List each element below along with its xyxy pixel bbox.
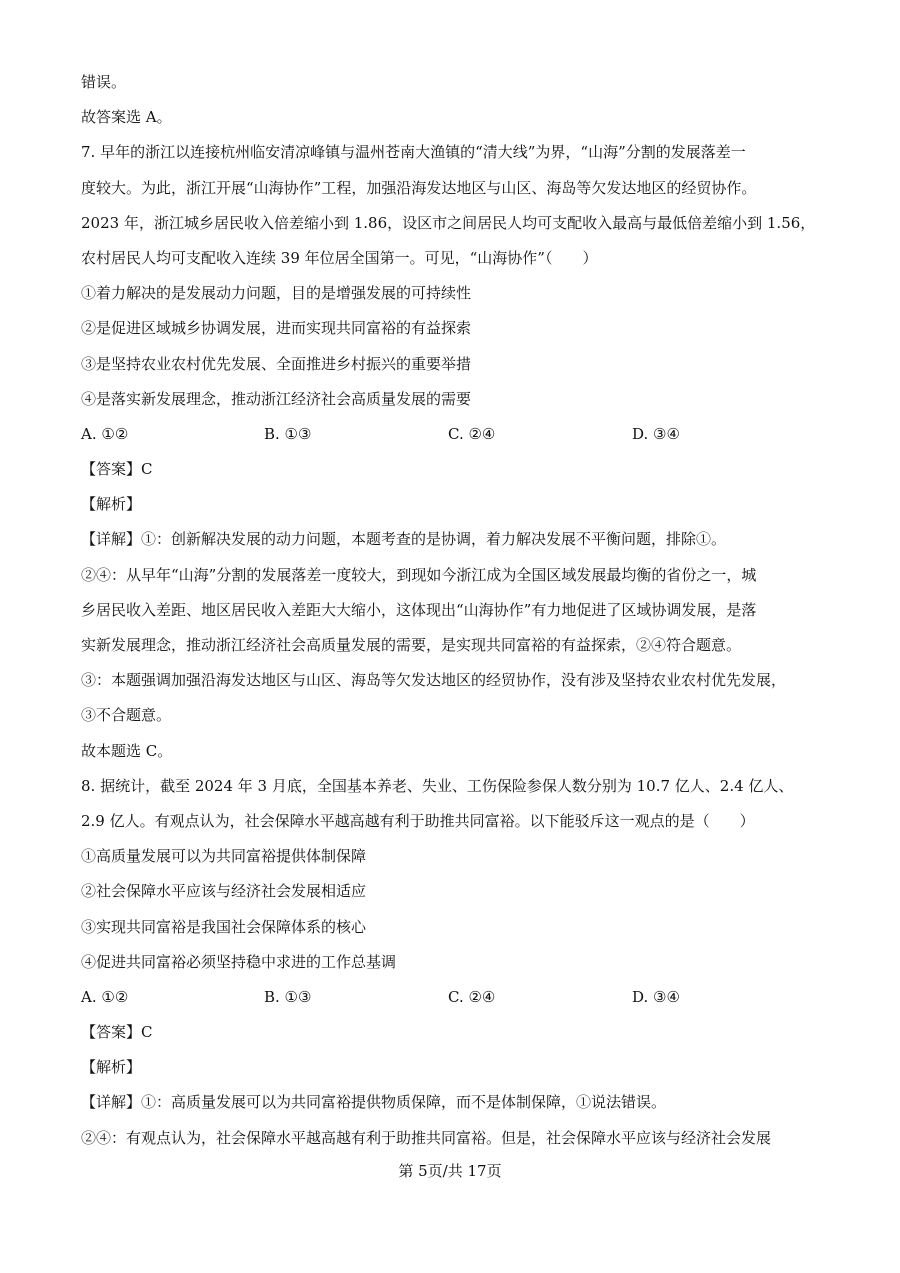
detail-text: ②④：从早年“山海”分割的发展落差一度较大，到现如今浙江成为全国区域发展最均衡的省份之一，城 [81, 565, 757, 584]
page-footer: 第 5页/共 17页 [398, 1162, 502, 1180]
question-8-statement: ②社会保障水平应该与经济社会发展相适应 [81, 882, 367, 901]
option-c: C. ②④ [448, 424, 496, 443]
question-7-stem: 度较大。为此，浙江开展“山海协作”工程，加强沿海发达地区与山区、海岛等欠发达地区的经贸协作。 [81, 178, 757, 197]
analysis-label: 【解析】 [81, 495, 142, 514]
option-d: D. ③④ [632, 424, 680, 443]
detail-text: ③不合题意。 [81, 706, 172, 725]
detail-text: 【详解】①：高质量发展可以为共同富裕提供物质保障，而不是体制保障，①说法错误。 [81, 1093, 667, 1112]
question-8-statement: ①高质量发展可以为共同富裕提供体制保障 [81, 847, 367, 866]
text-line: 故答案选 A。 [81, 108, 172, 127]
question-7-stem: 2023 年，浙江城乡居民收入倍差缩小到 1.86，设区市之间居民人均可支配收入最高与最低倍差缩小到 1.56， [81, 213, 816, 232]
document-page [81, 72, 841, 1163]
detail-text: ③：本题强调加强沿海发达地区与山区、海岛等欠发达地区的经贸协作，没有涉及坚持农业农村优先发展， [81, 671, 787, 690]
question-8-stem: 2.9 亿人。有观点认为，社会保障水平越高越有利于助推共同富裕。以下能驳斥这一观点的是（ ） [81, 811, 755, 830]
text-line: 错误。 [81, 73, 127, 91]
question-7-statement: ①着力解决的是发展动力问题，目的是增强发展的可持续性 [81, 284, 472, 303]
conclusion-text: 故本题选 C。 [81, 741, 173, 760]
answer-label: 【答案】C [81, 460, 153, 479]
question-7-statement: ③是坚持农业农村优先发展、全面推进乡村振兴的重要举措 [81, 354, 472, 373]
question-7-options [81, 424, 841, 459]
detail-text: 乡居民收入差距、地区居民收入差距大大缩小，这体现出“山海协作”有力地促进了区域协调发展，是落 [81, 600, 757, 619]
question-8-statement: ③实现共同富裕是我国社会保障体系的核心 [81, 917, 367, 936]
question-7-statement: ②是促进区域城乡协调发展，进而实现共同富裕的有益探索 [81, 319, 472, 338]
question-7-stem: 农村居民人均可支配收入连续 39 年位居全国第一。可见，“山海协作”（ ） [81, 248, 598, 267]
answer-label: 【答案】C [81, 1023, 153, 1042]
question-8-statement: ④促进共同富裕必须坚持稳中求进的工作总基调 [81, 952, 397, 971]
option-d: D. ③④ [632, 987, 680, 1006]
option-a: A. ①② [81, 987, 129, 1006]
option-c: C. ②④ [448, 987, 496, 1006]
question-8-options [81, 987, 841, 1022]
detail-text: 【详解】①：创新解决发展的动力问题，本题考查的是协调，着力解决发展不平衡问题，排除①。 [81, 530, 727, 549]
detail-text: 实新发展理念，推动浙江经济社会高质量发展的需要，是实现共同富裕的有益探索，②④符合题意。 [81, 636, 742, 654]
option-b: B. ①③ [264, 424, 312, 443]
question-8-stem: 8. 据统计，截至 2024 年 3 月底，全国基本养老、失业、工伤保险参保人数分别为 10.7 亿人、2.4 亿人、 [81, 776, 794, 795]
option-a: A. ①② [81, 424, 129, 443]
detail-text: ②④：有观点认为，社会保障水平越高越有利于助推共同富裕。但是，社会保障水平应该与经济社会发展 [81, 1128, 772, 1147]
option-b: B. ①③ [264, 987, 312, 1006]
question-7-stem: 7. 早年的浙江以连接杭州临安清凉峰镇与温州苍南大渔镇的“清大线”为界，“山海”分割的发展落差一 [81, 143, 746, 162]
analysis-label: 【解析】 [81, 1058, 142, 1077]
question-7-statement: ④是落实新发展理念，推动浙江经济社会高质量发展的需要 [81, 389, 472, 408]
